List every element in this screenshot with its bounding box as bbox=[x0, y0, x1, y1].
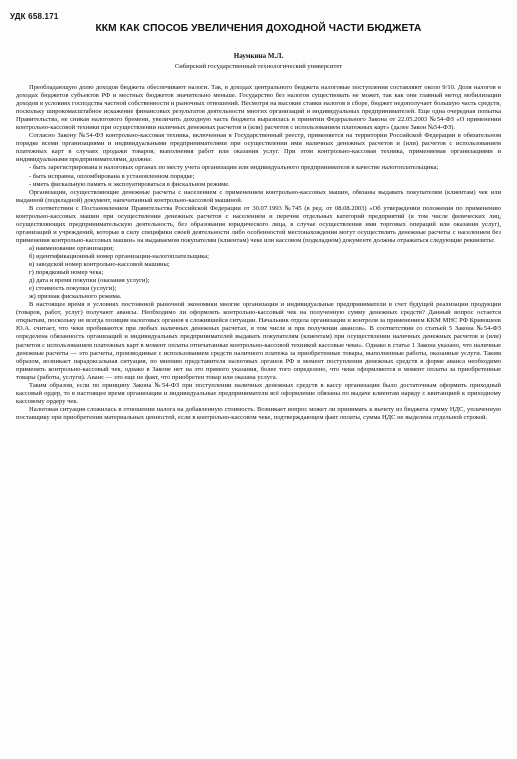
paragraph-advances: В настоящее время в условиях постоянной рыночной экономики многие организации и индивидуальные предприниматели в счет будущей реализации продукции (товаров, работ, услуг) получают авансы. Необходимо ли оформлять контрольно-кассовый чек на полученную сумму денежных средств? Данный вопрос остается открытым, поскольку не всегда позиции налоговых органов в сложившейся ситуации. Начальник отдела организации и контроля за применением ККМ МНС РФ Кривошеев Ю.А. считает, что чеки пробиваются при любых наличных денежных расчетах, в том числе и при получении авансов». В соответствии со статьей 5 Закона №54-ФЗ определена обязанность организаций и индивидуальных предпринимателей выдавать покупателям (клиентам) при осуществлении наличных денежных расчетов и (или) расчетов с использованием платежных карт в момент оплаты отпечатанные контрольно-кассовой техникой кассовые чеки». Однако в статье 1 Закона указано, что наличные денежные расчеты — это расчеты, производимые с использованием средств наличного платежа за приобретенные товары, выполненные работы, оказанные услуги. Таким образом, возникает парадоксальная ситуация, по мнению представителя налоговых органов РФ в момент поступления денежных средств в форме аванса необходимо применять контрольно-кассовый чек, однако в Законе нет на это прямого указания, более того определено, что чеки оформляются в момент оплаты за приобретенные товары (работы, услуги). Аванс — это еще не факт, что приобретен товар или оказана услуга. bbox=[16, 301, 501, 381]
requisite-item: д) дата и время покупки (оказания услуги); bbox=[29, 277, 150, 285]
author-affiliation: Сибирский государственный технологический университет bbox=[174, 63, 343, 70]
requisite-item: е) стоимость покупки (услуги); bbox=[29, 285, 117, 293]
udk-code: УДК 658.171 bbox=[10, 12, 59, 21]
paragraph-law-requirements: Согласно Закону №54-ФЗ контрольно-кассовая техника, включенная в Государственный реестр, применяется на территории Российской Федерации в обязательном порядке всеми организациями и индивидуальными предпринимателями при осуществлении ими наличных денежных расчетов и (или) расчетов с использованием платежных карт в случаях продажи товаров, выполнения работ или оказания услуг. При этом контрольно-кассовая техника, применяемая организациями и индивидуальными предпринимателями, должна: bbox=[16, 132, 501, 164]
author-name: Наумкина М.Л. bbox=[233, 52, 284, 60]
requisites-list bbox=[16, 245, 501, 301]
requisite-item: а) наименование организации; bbox=[29, 244, 114, 252]
requisite-item: в) заводской номер контрольно-кассовой машины; bbox=[29, 261, 170, 269]
list-item-registration: - быть зарегистрирована в налоговых органах по месту учета организации или индивидуального предпринимателя в качестве налогоплательщика; bbox=[29, 164, 439, 172]
paragraph-intro: Преобладающую долю доходов бюджета обеспечивают налоги. Так, в доходах центрального бюджета налоговые поступления составляют около 9/10. Доля налогов в доходах бюджетов субъектов РФ и местных бюджетов значительно меньше. Государство без налогов существовать не может, так как они главный метод мобилизации доходов в условиях господства частной собственности и рыночных отношений. Несмотря на высокие ставки налогов в сборе, бюджет недополучает большую часть средств, поскольку широкомасштабное искажение финансовых результатов деятельности многих организаций и индивидуальных предпринимателей. Еще одна очередная попытка Правительства, не сникая налогового бремени, увеличить доходную часть бюджета выразилась в принятии Федерального Закона от 22.05.2003 №54-ФЗ «О применении контрольно-кассовой техники при осуществлении наличных денежных расчетов и (или) расчетов с использованием платежных карт» (далее Закон №54-ФЗ). bbox=[16, 84, 501, 132]
article-title: ККМ КАК СПОСОБ УВЕЛИЧЕНИЯ ДОХОДНОЙ ЧАСТИ БЮДЖЕТА bbox=[95, 23, 422, 34]
paragraph-vat: Налоговая ситуация сложилась в отношении налога на добавленную стоимость. Возникает вопрос может ли принимать к вычету из бюджета сумму НДС, уплаченную поставщику при приобретении материальных ценностей, если в контрольно-кассовом чеке, подтверждающем факт оплаты, сумма НДС не выделена отдельной строкой. bbox=[16, 405, 501, 421]
article-body bbox=[16, 84, 501, 755]
paragraph-receipt-obligation: Организации, осуществляющие денежные расчеты с населением с применением контрольно-кассовых машин, обязаны выдавать покупателям (клиентам) чек или выданной (подкладной) документ, напечатанный контрольно-кассовой машиной. bbox=[16, 188, 501, 204]
requisite-item: ж) признак фискального режима. bbox=[29, 293, 122, 301]
paragraph-government-decree: В соответствии с Постановлением Правительства Российской Федерации от 30.07.1993 №745 (в ред. от 08.08.2003) «Об утверждении положения по применению контрольно-кассовых машин при осуществлении денежных расчетов с населением и перечня отдельных категорий предприятий (в том числе физических лиц, осуществляющих предпринимательскую деятельность, без образования юридического лица, в случае осуществления ими торговых операций или оказания услуг), организаций и учреждений, которые в силу специфики своей деятельности либо особенностей местонахождения могут осуществлять денежные расчеты с населением без применения контрольно-кассовых машин» на выдаваемом покупателям (клиентам) чеке или кассовом (подкладном) документе должны отражаться следующие реквизиты: bbox=[16, 204, 501, 244]
requisite-item: г) порядковый номер чека; bbox=[29, 269, 104, 277]
list-item-sealed: - быть исправна, опломбирована в установленном порядке; bbox=[29, 172, 195, 180]
paragraph-conclusion: Таким образом, если по принципу Закона №54-ФЗ при поступлении наличных денежных средств в кассу организации было достаточным оформить приходный кассовый ордер, то в настоящее время организации и индивидуальные предприниматели всё оформление обязаны по выдаче клиентам наряду с квитанцией к приходному кассовому ордеру чек. bbox=[16, 381, 501, 405]
requisite-item: б) идентификационный номер организации-налогоплательщика; bbox=[29, 252, 209, 260]
list-item-fiscal-memory: - иметь фискальную память и эксплуатироваться в фискальном режиме. bbox=[29, 180, 230, 188]
